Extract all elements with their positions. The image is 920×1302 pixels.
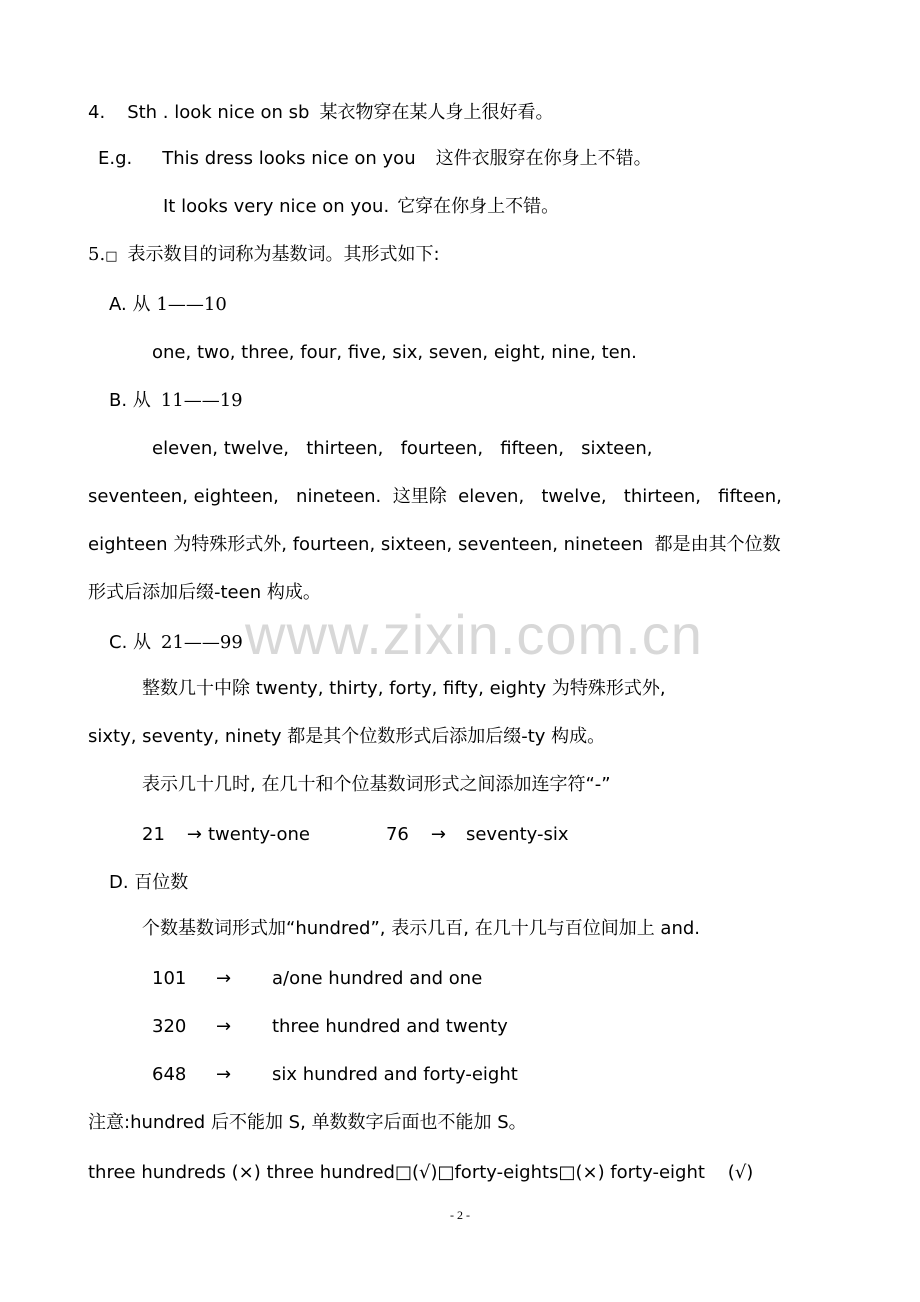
item4-chinese: 某衣物穿在某人身上很好看。 [319, 102, 554, 123]
watermark: www.zixin.com.cn [245, 603, 703, 666]
arrow-icon: → [216, 1016, 232, 1037]
sectionB-label: B. 从 [109, 390, 151, 411]
sectionD-line1: 个数基数词形式加“hundred”, 表示几百, 在几十几与百位间加上 and. [142, 918, 700, 939]
arrow-icon: → [216, 968, 232, 989]
item4-number: 4. [88, 102, 106, 123]
example-number: 76 [385, 824, 409, 845]
eg1-line [98, 147, 652, 171]
example-word: twenty-one [208, 824, 310, 845]
example-number: 101 [152, 968, 187, 989]
sectionD-example-row [152, 1063, 518, 1087]
item5-box: □ [105, 249, 118, 264]
example-word: seventy-six [465, 824, 569, 845]
sectionC-line1: 整数几十中除 twenty, thirty, forty, fifty, eighty 为特殊形式外, [142, 678, 666, 699]
sectionA-range: 1——10 [156, 294, 227, 315]
sectionC-line2: sixty, seventy, ninety 都是其个位数形式后添加后缀-ty 构成。 [88, 726, 606, 747]
sectionB-heading [109, 389, 243, 413]
item5-line [88, 243, 440, 269]
example-word: three hundred and twenty [272, 1016, 508, 1037]
item5-number: 5. [88, 244, 106, 265]
sectionB-line4: 形式后添加后缀-teen 构成。 [88, 582, 321, 603]
example-number: 648 [152, 1064, 187, 1085]
eg2-chinese: 它穿在你身上不错。 [397, 196, 560, 217]
note-line2: three hundreds (×) three hundred□(√)□forty-eights□(×) forty-eight (√) [88, 1162, 754, 1183]
sectionB-line1: eleven, twelve, thirteen, fourteen, fifteen, sixteen, [152, 438, 653, 459]
eg2-english: It looks very nice on you. [163, 196, 390, 217]
eg2-line [163, 195, 559, 219]
sectionB-range: 11——19 [160, 390, 243, 411]
sectionC-range: 21——99 [161, 632, 243, 653]
sectionB-line2: seventeen, eighteen, nineteen. 这里除 eleven, twelve, thirteen, fifteen, [88, 486, 782, 507]
example-number: 21 [142, 824, 165, 845]
eg1-english: This dress looks nice on you [162, 148, 416, 169]
arrow-icon: → [216, 1064, 232, 1085]
example-number: 320 [152, 1016, 187, 1037]
sectionC-heading [109, 631, 243, 655]
sectionC-example-row [142, 823, 569, 847]
eg1-chinese: 这件衣服穿在你身上不错。 [435, 148, 652, 169]
arrow-icon: → [186, 824, 202, 845]
sectionD-example-row [152, 967, 482, 991]
sectionD-heading: D. 百位数 [109, 872, 189, 893]
sectionB-line3: eighteen 为特殊形式外, fourteen, sixteen, seventeen, nineteen 都是由其个位数 [88, 534, 781, 555]
example-word: six hundred and forty-eight [272, 1064, 518, 1085]
sectionC-label: C. 从 [109, 632, 152, 653]
sectionC-line3: 表示几十几时, 在几十和个位基数词形式之间添加连字符“-” [142, 774, 611, 795]
sectionA-words: one, two, three, four, five, six, seven, eight, nine, ten. [152, 342, 637, 363]
sectionA-heading [109, 293, 227, 317]
item5-title: 表示数目的词称为基数词。其形式如下: [127, 244, 440, 265]
sectionD-example-row [152, 1015, 508, 1039]
page-number: - 2 - [450, 1208, 470, 1222]
sectionA-label: A. 从 [109, 294, 151, 315]
example-word: a/one hundred and one [272, 968, 483, 989]
arrow-icon: → [430, 824, 446, 845]
item4-english: Sth . look nice on sb [127, 102, 310, 123]
note-line1: 注意:hundred 后不能加 S, 单数数字后面也不能加 S。 [88, 1112, 527, 1133]
eg-label: E.g. [98, 148, 133, 169]
item4-line [88, 101, 553, 125]
